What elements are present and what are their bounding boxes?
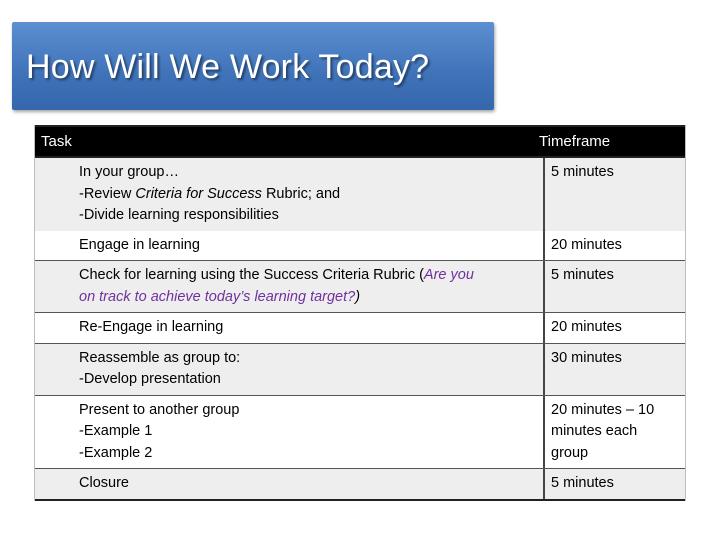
timeframe-cell: 5 minutes (551, 267, 614, 283)
task-text-highlight: on track to achieve today’s learning target? (79, 288, 356, 305)
timeframe-line: 20 minutes – 10 (551, 401, 655, 418)
table-row (35, 260, 685, 312)
timeframe-line: group (551, 444, 589, 461)
task-text: ) (355, 288, 361, 305)
task-text: Check for learning using the Success Criteria Rubric ( (79, 267, 424, 283)
table-row (35, 312, 685, 343)
task-line (79, 265, 539, 287)
task-line: Present to another group (79, 401, 240, 418)
task-line (79, 184, 539, 206)
table-row (35, 158, 685, 231)
timeframe-cell: 5 minutes (551, 475, 614, 491)
task-line (79, 287, 539, 309)
table-row (35, 395, 685, 469)
timeframe-cell: 5 minutes (551, 164, 614, 180)
task-line: In your group… (79, 164, 179, 180)
table-header (35, 127, 685, 158)
task-cell (35, 396, 545, 469)
task-line: -Example 2 (79, 444, 153, 461)
task-line: Reassemble as group to: (79, 349, 241, 366)
page-title: How Will We Work Today? (26, 48, 430, 86)
title-banner (12, 22, 494, 110)
header-task: Task (41, 133, 72, 150)
timeframe-cell: 20 minutes (551, 319, 622, 335)
timeframe-cell: 30 minutes (551, 349, 622, 366)
task-cell: Closure (35, 469, 545, 499)
timeframe-line: minutes each (551, 423, 638, 439)
task-text: Rubric; and (261, 185, 341, 202)
task-text-highlight: Are you (423, 267, 474, 283)
task-cell: Engage in learning (35, 231, 545, 261)
task-cell: Re-Engage in learning (35, 313, 545, 343)
task-line: -Divide learning responsibilities (79, 207, 279, 223)
timeframe-cell (545, 396, 685, 469)
header-timeframe: Timeframe (539, 133, 611, 150)
table-row (35, 231, 685, 261)
task-text-italic: Criteria for Success (135, 185, 262, 202)
task-text: -Review (79, 185, 136, 202)
table-row (35, 468, 685, 499)
schedule-table (35, 125, 685, 501)
table-row (35, 343, 685, 395)
timeframe-cell: 20 minutes (551, 236, 622, 253)
task-cell (35, 344, 545, 395)
task-cell (35, 261, 545, 312)
task-line: -Example 1 (79, 423, 153, 439)
task-cell (35, 158, 545, 231)
task-line: -Develop presentation (79, 371, 221, 387)
